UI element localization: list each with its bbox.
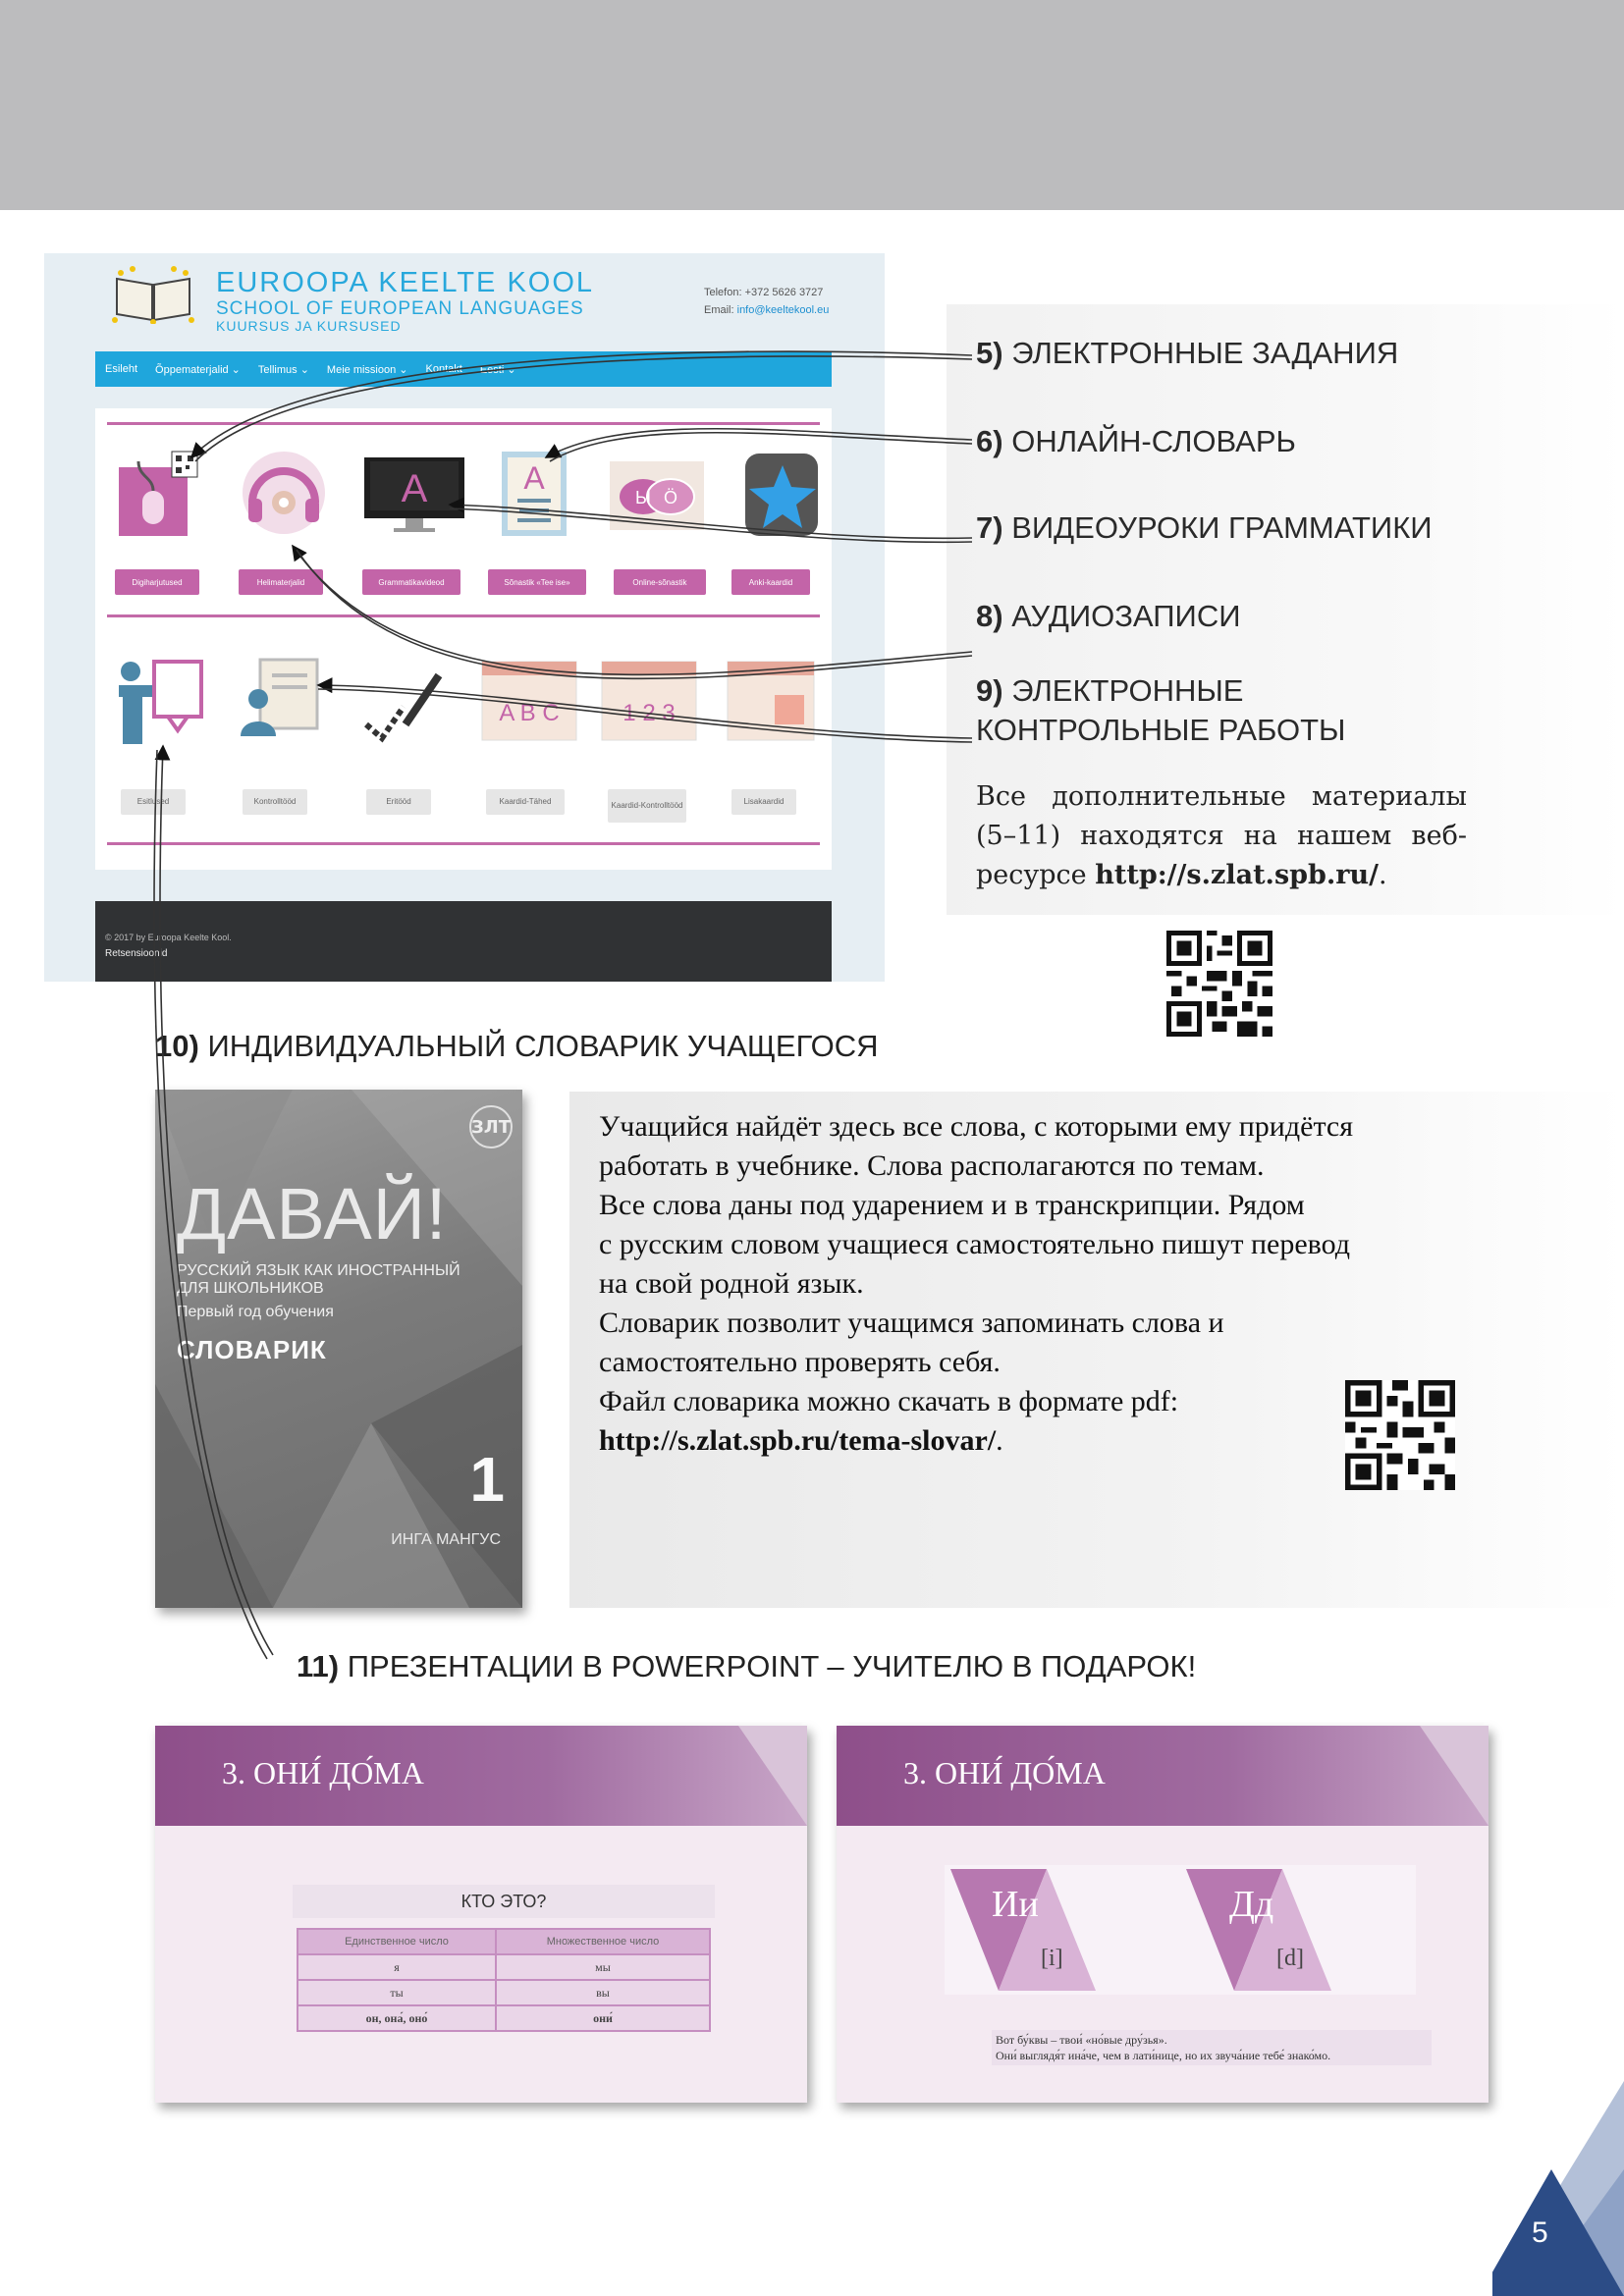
tag-kaardid-kontrolltood[interactable]: Kaardid-Kontrolltööd: [608, 789, 686, 823]
dictionary-url-tail: .: [996, 1424, 1003, 1457]
slide-note-line2: Они́ выглядя́т ина́че, чем в лати́нице, но их звуча́ние тебе́ знако́мо.: [996, 2049, 1331, 2062]
publisher-emblem: ЗЛТ: [469, 1105, 513, 1148]
desc-line: Файл словарика можно скачать в формате pdf:: [599, 1385, 1179, 1417]
cards-letters-text: A B C: [499, 700, 560, 726]
site-logo-tagline: KUURSUS JA KURSUSED: [216, 318, 402, 334]
callout-9-text: ЭЛЕКТРОННЫЕ: [1011, 673, 1244, 708]
slide-question: КТО ЭТО?: [293, 1885, 715, 1918]
book-year: Первый год обучения: [177, 1304, 334, 1320]
nav-item-materials[interactable]: Õppematerjalid ⌄: [155, 363, 241, 376]
tag-kontrolltood[interactable]: Kontrolltööd: [243, 789, 307, 815]
tag-anki-kaardid[interactable]: Anki-kaardid: [731, 569, 810, 595]
callout-note-url[interactable]: http://s.zlat.spb.ru/: [1095, 860, 1380, 890]
site-phone: Telefon: +372 5626 3727: [704, 287, 824, 298]
tag-sonastik-tee-ise[interactable]: Sõnastik «Tee ise»: [488, 569, 586, 595]
callout-6-text: ОНЛАЙН-СЛОВАРЬ: [1011, 424, 1296, 458]
callout-7-text: ВИДЕОУРОКИ ГРАММАТИКИ: [1011, 510, 1433, 545]
tag-esitlused[interactable]: Esitlused: [121, 789, 186, 815]
item11-num: 11): [297, 1649, 340, 1683]
svg-text:Ö: Ö: [663, 488, 678, 507]
svg-text:A: A: [401, 467, 428, 510]
desc-line: самостоятельно проверять себя.: [599, 1346, 1001, 1378]
item10-title: ИНДИВИДУАЛЬНЫЙ СЛОВАРИК УЧАЩЕГОСЯ: [207, 1029, 879, 1063]
callout-5-num: 5): [976, 336, 1003, 370]
table-header-singular: Единственное число: [298, 1929, 496, 1954]
callout-9-text2: КОНТРОЛЬНЫЕ РАБОТЫ: [976, 713, 1346, 748]
book-dictionary-label: СЛОВАРИК: [177, 1335, 327, 1364]
footer-link[interactable]: Retsensioonid: [105, 948, 168, 959]
callout-6-num: 6): [976, 424, 1003, 458]
callout-8-text: АУДИОЗАПИСИ: [1011, 599, 1241, 633]
desc-line: Все слова даны под ударением и в транскрипции. Рядом: [599, 1189, 1305, 1221]
tag-kaardid-tahed[interactable]: Kaardid-Tähed: [486, 789, 565, 815]
svg-text:Ы: Ы: [635, 488, 651, 507]
callout-8-num: 8): [976, 599, 1003, 633]
tag-lisakaardid[interactable]: Lisakaardid: [731, 789, 796, 815]
slide-note-line1: Вот бу́квы – твои́ «но́вые дру́зья».: [996, 2033, 1167, 2047]
desc-line: на свой родной язык.: [599, 1267, 864, 1300]
corner-triangles: [1492, 2032, 1624, 2296]
cards-numbers-text: 1 2 3: [623, 700, 676, 726]
callout-note-tail: .: [1379, 860, 1387, 890]
site-email-link[interactable]: info@keeltekool.eu: [736, 304, 830, 316]
tag-digiharjutused[interactable]: Digiharjutused: [115, 569, 199, 595]
callout-note-text: Все дополнительные материалы (5–11) находятся на нашем веб-ресурсе: [976, 781, 1467, 890]
desc-line: Учащийся найдёт здесь все слова, с которыми ему придётся: [599, 1110, 1354, 1143]
page-number: 5: [1532, 2216, 1548, 2249]
slide-title: 3. ОНИ́ ДО́МА: [222, 1755, 424, 1790]
site-logo-title: EUROOPA KEELTE KOOL: [216, 267, 595, 298]
nav-item-language[interactable]: Eesti ⌄: [479, 363, 516, 376]
svg-text:A: A: [523, 460, 545, 496]
table-cell: вы: [496, 1980, 710, 2005]
book-subtitle: РУССКИЙ ЯЗЫК КАК ИНОСТРАННЫЙ ДЛЯ ШКОЛЬНИКОВ: [177, 1262, 460, 1297]
table-header-plural: Множественное число: [496, 1929, 710, 1954]
slide-title: 3. ОНИ́ ДО́МА: [903, 1755, 1106, 1790]
book-title: ДАВАЙ!: [177, 1173, 448, 1255]
callout-7-num: 7): [976, 510, 1003, 545]
site-logo-subtitle: SCHOOL OF EUROPEAN LANGUAGES: [216, 298, 584, 319]
callout-9-num: 9): [976, 673, 1003, 708]
tag-helimaterjalid[interactable]: Helimaterjalid: [239, 569, 323, 595]
site-email-label: Email:: [704, 304, 734, 316]
tag-eritood[interactable]: Eritööd: [366, 789, 431, 815]
table-cell: ты: [298, 1980, 496, 2005]
item10-num: 10): [155, 1029, 199, 1063]
table-cell: мы: [496, 1954, 710, 1980]
tag-online-sonastik[interactable]: Online-sõnastik: [614, 569, 706, 595]
nav-item-order[interactable]: Tellimus ⌄: [257, 363, 309, 376]
dictionary-url[interactable]: http://s.zlat.spb.ru/tema-slovar/: [599, 1424, 997, 1457]
sound-i: [i]: [1041, 1946, 1063, 1971]
book-author: ИНГА МАНГУС: [391, 1531, 501, 1548]
table-cell: они́: [496, 2005, 710, 2031]
nav-item-mission[interactable]: Meie missioon ⌄: [326, 363, 408, 376]
callout-5-text: ЭЛЕКТРОННЫЕ ЗАДАНИЯ: [1011, 336, 1399, 370]
footer-copyright: © 2017 by Euroopa Keelte Kool.: [105, 933, 232, 942]
table-cell: я: [298, 1954, 496, 1980]
nav-item-home[interactable]: Esileht: [105, 363, 138, 375]
desc-line: Словарик позволит учащимся запоминать слова и: [599, 1307, 1224, 1339]
letter-i: Ии: [992, 1884, 1039, 1925]
item11-title: ПРЕЗЕНТАЦИИ В POWERPOINT – УЧИТЕЛЮ В ПОДАРОК!: [347, 1649, 1197, 1683]
letter-d: Дд: [1229, 1884, 1274, 1925]
sound-d: [d]: [1276, 1946, 1304, 1971]
desc-line: с русским словом учащиеся самостоятельно пишут перевод: [599, 1228, 1351, 1260]
table-cell: он, она́, оно́: [298, 2005, 496, 2031]
book-volume-number: 1: [469, 1444, 505, 1515]
desc-line: работать в учебнике. Слова располагаются по темам.: [599, 1149, 1265, 1182]
tag-grammatikavideod[interactable]: Grammatikavideod: [362, 569, 460, 595]
nav-item-contact[interactable]: Kontakt: [425, 363, 462, 375]
